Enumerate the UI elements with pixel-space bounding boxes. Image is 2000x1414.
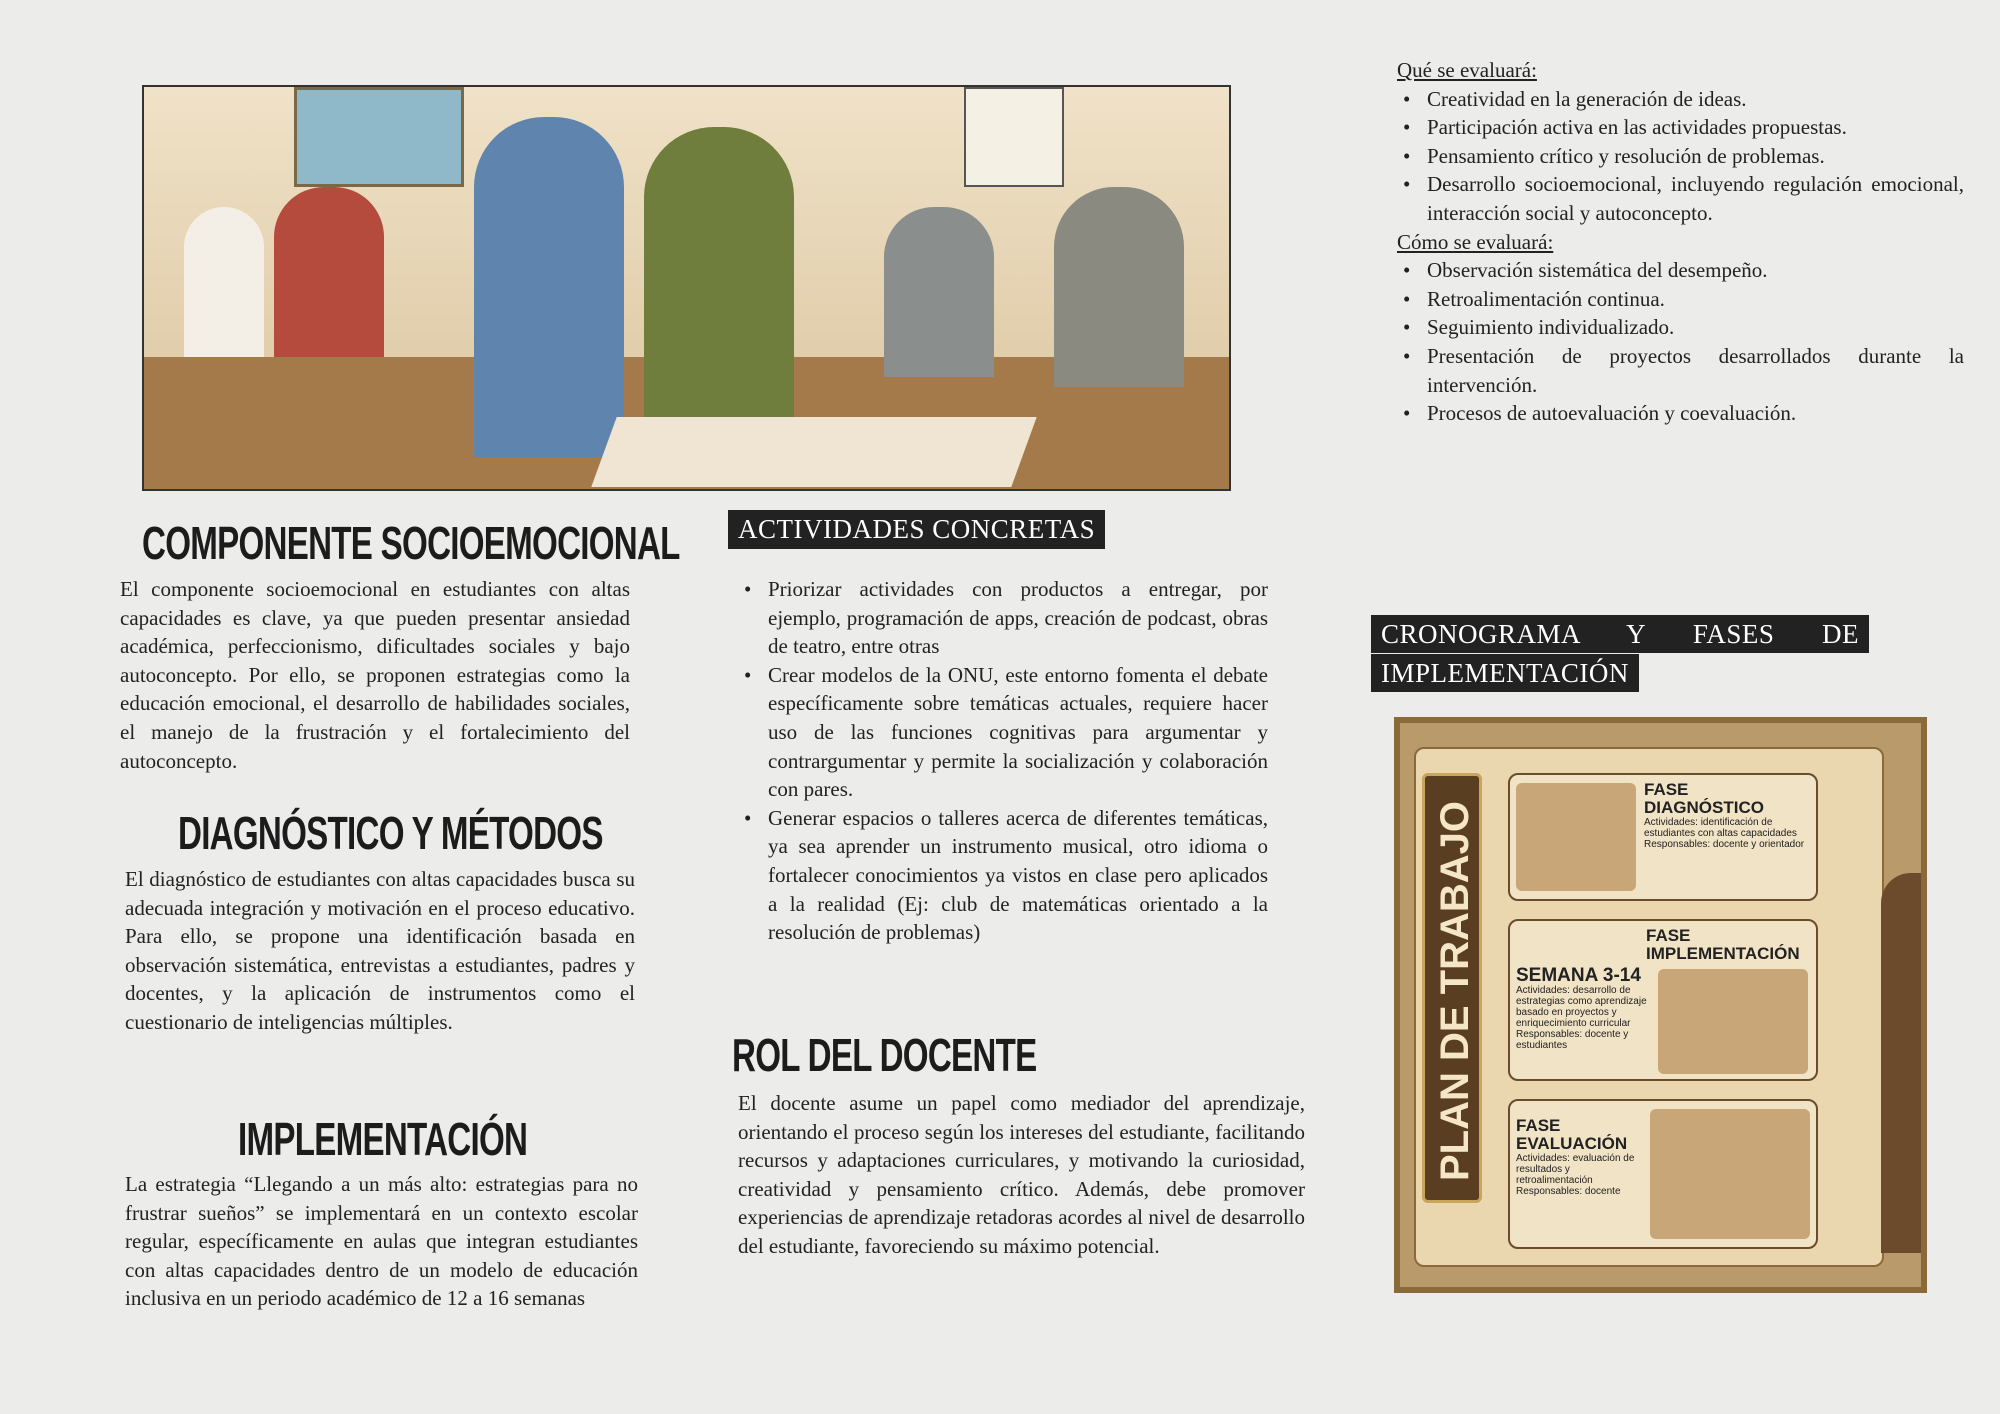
phase-evaluacion xyxy=(1508,1099,1818,1249)
diagnostico-heading: DIAGNÓSTICO Y MÉTODOS xyxy=(178,807,603,859)
plan-title-bar xyxy=(1422,773,1482,1203)
phase-title: FASE DIAGNÓSTICO xyxy=(1644,780,1764,817)
classroom-illustration xyxy=(142,85,1231,491)
plan-de-trabajo-infographic xyxy=(1394,717,1927,1293)
phase-text: Actividades: identificación de estudiantes con altas capacidades Responsables: docente y orientador xyxy=(1644,817,1805,850)
list-item: • Retroalimentación continua. xyxy=(1397,285,1964,314)
diagnostico-text: El diagnóstico de estudiantes con altas capacidades busca su adecuada integración y motivación en el proceso educativo. Para ello, se propone una identificación basada en observación sistemática, entrevistas a estudiantes, padres y docentes, y la aplicación de instrumentos como el cuestionario de inteligencias múltiples. xyxy=(125,867,635,1034)
list-item: • Participación activa en las actividades propuestas. xyxy=(1397,113,1964,142)
list-item: • Generar espacios o talleres acerca de diferentes temáticas, ya sea aprender un instrumento musical, otro idioma o fortalecer conocimientos ya vistos en clase pero aplicados a la realidad (Ej: club de matemáticas orientado a la resolución de problemas) xyxy=(738,804,1268,947)
list-item: • Desarrollo socioemocional, incluyendo regulación emocional, interacción social y autoconcepto. xyxy=(1397,170,1964,227)
componente-text: El componente socioemocional en estudiantes con altas capacidades es clave, ya que pueden presentar ansiedad académica, perfeccionismo, dificultades sociales y bajo autoconcepto. Por ello, se proponen estrategias como la educación emocional, el desarrollo de habilidades sociales, el manejo de la frustración y el fortalecimiento del autoconcepto. xyxy=(120,577,630,773)
evaluacion-illustration xyxy=(1650,1109,1810,1239)
cronograma-heading xyxy=(1371,615,1869,693)
que-label: Qué se evaluará: xyxy=(1397,58,1537,82)
phase-diagnostico xyxy=(1508,773,1818,901)
list-item: • Priorizar actividades con productos a entregar, por ejemplo, programación de apps, creación de podcast, obras de teatro, entre otras xyxy=(738,575,1268,661)
actividades-list xyxy=(738,575,1268,947)
componente-heading: COMPONENTE SOCIOEMOCIONAL xyxy=(142,517,680,569)
rol-heading: ROL DEL DOCENTE xyxy=(732,1029,1037,1081)
list-item: • Presentación de proyectos desarrollados durante la intervención. xyxy=(1397,342,1964,399)
list-item: • Procesos de autoevaluación y coevaluación. xyxy=(1397,399,1964,428)
evaluacion-section xyxy=(1397,56,1964,428)
list-item: • Seguimiento individualizado. xyxy=(1397,313,1964,342)
plan-title: PLAN DE TRABAJO xyxy=(1433,800,1477,1182)
phase-week: SEMANA 3-14 xyxy=(1516,965,1641,986)
list-item: • Observación sistemática del desempeño. xyxy=(1397,256,1964,285)
actividades-heading: ACTIVIDADES CONCRETAS xyxy=(728,510,1105,549)
implementacion-heading: IMPLEMENTACIÓN xyxy=(238,1113,528,1165)
rol-text: El docente asume un papel como mediador del aprendizaje, orientando el proceso según los intereses del estudiante, facilitando recursos y adaptaciones curriculares, y motivando la curiosidad, creatividad y pensamiento crítico. Además, debe promover experiencias de aprendizaje retadoras acordes al nivel de desarrollo del estudiante, favoreciendo su máximo potencial. xyxy=(738,1091,1305,1258)
implementacion-text: La estrategia “Llegando a un más alto: estrategias para no frustrar sueños” se implementará en un contexto escolar regular, específicamente en aulas que integran estudiantes con altas capacidades dentro de un modelo de educación inclusiva en un periodo académico de 12 a 16 semanas xyxy=(125,1172,638,1311)
phase-title: FASE EVALUACIÓN xyxy=(1516,1116,1628,1153)
list-item: • Creatividad en la generación de ideas. xyxy=(1397,85,1964,114)
implementacion-illustration xyxy=(1658,969,1808,1074)
como-label: Cómo se evaluará: xyxy=(1397,229,1554,254)
phase-text: Actividades: evaluación de resultados y retroalimentación Responsables: docente xyxy=(1516,1153,1635,1197)
list-item: • Pensamiento crítico y resolución de problemas. xyxy=(1397,142,1964,171)
diagnostico-illustration xyxy=(1516,783,1636,891)
phase-implementacion xyxy=(1508,919,1818,1081)
cronograma-title: CRONOGRAMA Y FASES DE IMPLEMENTACIÓN xyxy=(1371,615,1869,692)
phase-text: Actividades: desarrollo de estrategias como aprendizaje basado en proyectos y enriquecimiento curricular Responsables: docente y estudiantes xyxy=(1516,985,1647,1051)
teacher-figure xyxy=(1881,873,1927,1253)
phase-title: FASE IMPLEMENTACIÓN xyxy=(1646,926,1800,963)
list-item: • Crear modelos de la ONU, este entorno fomenta el debate específicamente sobre temáticas actuales, requiere hacer uso de las funciones cognitivas para argumentar y contrargumentar y permite la socialización y colaboración con pares. xyxy=(738,661,1268,804)
